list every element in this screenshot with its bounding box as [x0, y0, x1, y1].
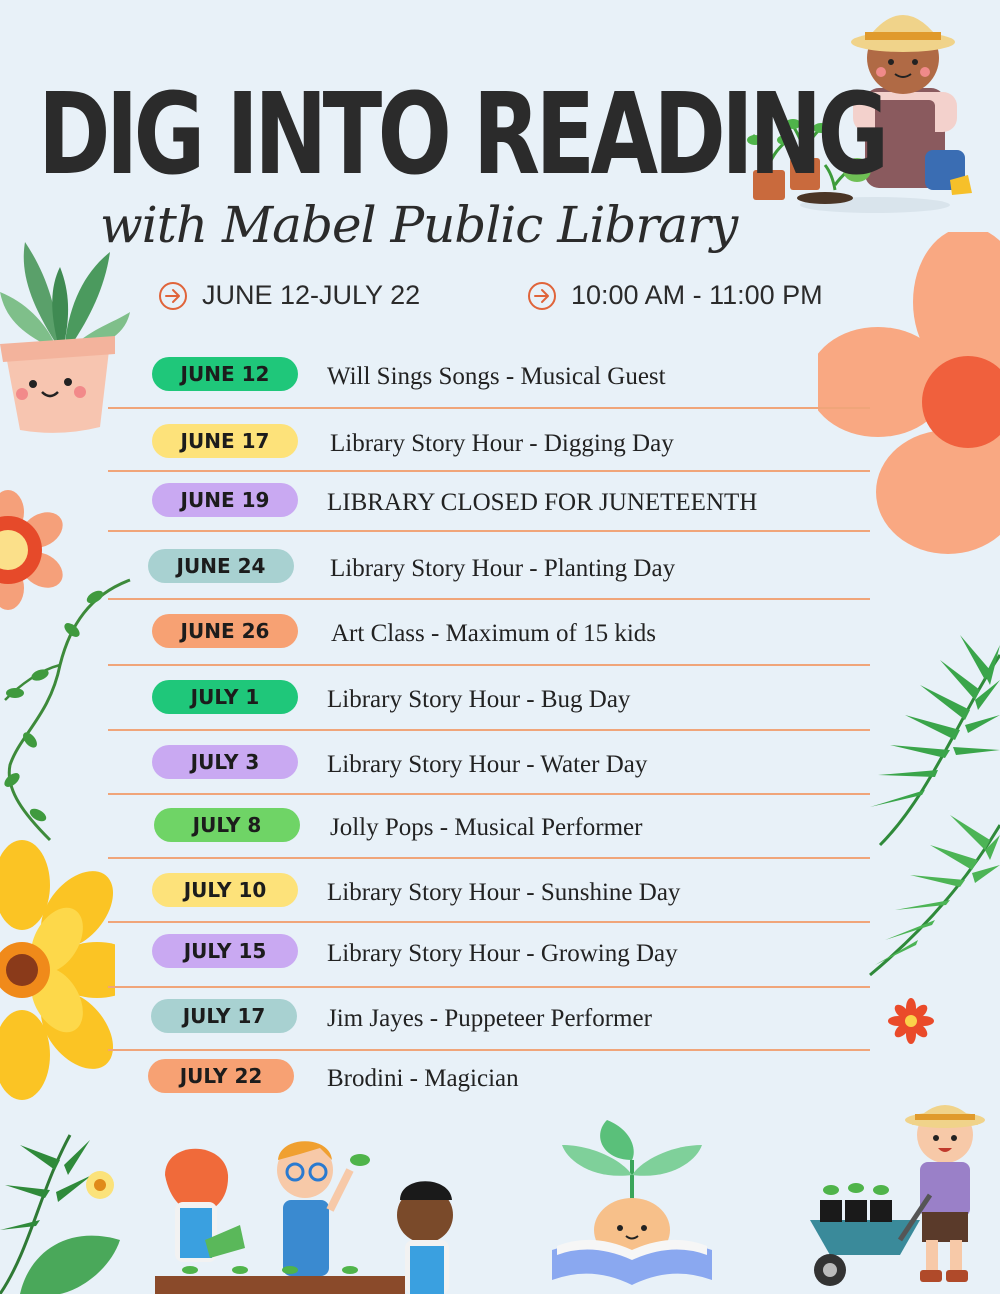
event-description: Library Story Hour - Planting Day — [330, 555, 676, 582]
event-date-badge: JUNE 26 — [152, 614, 298, 648]
circle-arrow-right-icon — [527, 281, 557, 311]
row-separator — [108, 986, 870, 988]
wheelbarrow-boy-icon — [790, 1090, 1000, 1294]
event-description: Library Story Hour - Sunshine Day — [327, 879, 681, 906]
event-date-badge: JULY 8 — [154, 808, 300, 842]
event-date-badge: JULY 15 — [152, 934, 298, 968]
event-date-badge: JUNE 17 — [152, 424, 298, 458]
event-description: Jim Jayes - Puppeteer Performer — [327, 1005, 652, 1032]
kids-gardening-icon — [0, 1130, 480, 1294]
event-row — [0, 808, 1000, 848]
page-subtitle: with Mabel Public Library — [100, 196, 738, 254]
row-separator — [108, 793, 870, 795]
row-separator — [108, 470, 870, 472]
event-row — [0, 1059, 1000, 1099]
row-separator — [108, 857, 870, 859]
event-row — [0, 934, 1000, 974]
event-row — [0, 614, 1000, 654]
row-separator — [108, 530, 870, 532]
event-date-badge: JUNE 19 — [152, 483, 298, 517]
event-description: Brodini - Magician — [327, 1065, 519, 1092]
row-separator — [108, 598, 870, 600]
event-row — [0, 745, 1000, 785]
event-row — [0, 357, 1000, 397]
event-description: Library Story Hour - Growing Day — [327, 940, 678, 967]
event-date-badge: JUNE 24 — [148, 549, 294, 583]
event-description: Will Sings Songs - Musical Guest — [327, 363, 666, 390]
date-range-text: JUNE 12-JULY 22 — [202, 280, 421, 310]
time-range — [527, 280, 823, 311]
sprout-book-icon — [552, 1120, 722, 1294]
event-date-badge: JULY 17 — [151, 999, 297, 1033]
event-date-badge: JULY 3 — [152, 745, 298, 779]
event-description: Library Story Hour - Digging Day — [330, 430, 674, 457]
event-date-badge: JULY 22 — [148, 1059, 294, 1093]
event-row — [0, 999, 1000, 1039]
row-separator — [108, 664, 870, 666]
row-separator — [108, 407, 870, 409]
row-separator — [108, 729, 870, 731]
event-description: Art Class - Maximum of 15 kids — [331, 620, 656, 647]
date-range — [158, 280, 420, 311]
event-row — [0, 424, 1000, 464]
event-row — [0, 873, 1000, 913]
event-description: Jolly Pops - Musical Performer — [330, 814, 643, 841]
event-date-badge: JULY 1 — [152, 680, 298, 714]
event-date-badge: JUNE 12 — [152, 357, 298, 391]
page-title: DIG INTO READING — [38, 70, 885, 200]
event-row — [0, 483, 1000, 523]
event-row — [0, 549, 1000, 589]
circle-arrow-right-icon — [158, 281, 188, 311]
event-description: LIBRARY CLOSED FOR JUNETEENTH — [327, 489, 758, 516]
event-description: Library Story Hour - Bug Day — [327, 686, 631, 713]
row-separator — [108, 1049, 870, 1051]
event-row — [0, 680, 1000, 720]
time-range-text: 10:00 AM - 11:00 PM — [571, 280, 823, 310]
row-separator — [108, 921, 870, 923]
event-description: Library Story Hour - Water Day — [327, 751, 648, 778]
event-date-badge: JULY 10 — [152, 873, 298, 907]
